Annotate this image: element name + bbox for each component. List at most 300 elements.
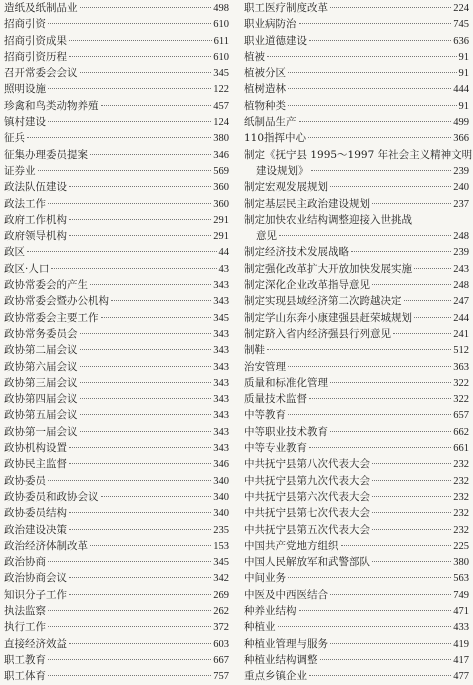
index-entry [4, 587, 229, 603]
index-term: 政治经济体制改革 [4, 539, 88, 552]
index-entry [244, 228, 469, 244]
index-entry [244, 587, 469, 603]
index-term: 制定实现县域经济第二次跨越决定 [244, 295, 402, 308]
index-entry [244, 114, 469, 130]
dot-leader [414, 317, 451, 318]
index-page-number: 343 [213, 296, 229, 308]
index-entry [4, 391, 229, 407]
index-term: 征兵 [4, 132, 25, 145]
index-term: 植物种类 [244, 99, 286, 112]
index-entry [4, 277, 229, 293]
index-page-number: 239 [453, 165, 469, 177]
index-term: 政区·人口 [4, 262, 50, 275]
dot-leader [38, 170, 212, 171]
index-entry [4, 16, 229, 32]
index-entry [4, 244, 229, 260]
index-term: 招商引资 [4, 18, 46, 31]
index-term: 政协第四届会议 [4, 393, 78, 406]
index-term: 职业病防治 [244, 18, 297, 31]
index-term: 制定跻入省内经济强县行列意见 [244, 327, 391, 340]
dot-leader [69, 219, 211, 220]
index-page-number: 232 [453, 459, 469, 471]
dot-leader [69, 643, 211, 644]
dot-leader [372, 512, 451, 513]
index-page-number: 91 [458, 100, 469, 112]
index-page-number: 662 [453, 426, 469, 438]
dot-leader [90, 284, 211, 285]
index-entry [244, 293, 469, 309]
index-page-number: 343 [213, 328, 229, 340]
dot-leader [80, 333, 212, 334]
index-term: 政协第五届会议 [4, 409, 78, 422]
index-page-number: 419 [453, 638, 469, 650]
dot-leader [288, 414, 451, 415]
dot-leader [48, 675, 211, 676]
index-entry [4, 603, 229, 619]
dot-leader [372, 203, 451, 204]
index-entry [4, 570, 229, 586]
index-entry [4, 652, 229, 668]
index-entry [4, 81, 229, 97]
index-entry [244, 375, 469, 391]
dot-leader [80, 431, 212, 432]
index-page-number: 124 [213, 117, 229, 129]
dot-leader [288, 72, 457, 73]
dot-leader [90, 545, 211, 546]
index-term: 制鞋 [244, 344, 265, 357]
index-entry [4, 163, 229, 179]
dot-leader [309, 40, 451, 41]
index-term: 中共抚宁县第七次代表大会 [244, 507, 370, 520]
index-entry [244, 147, 473, 163]
index-page-number: 322 [453, 394, 469, 406]
dot-leader [330, 431, 451, 432]
index-term: 政治协商 [4, 556, 46, 569]
dot-leader [372, 463, 451, 464]
index-page-number: 43 [218, 263, 229, 275]
index-entry [4, 49, 229, 65]
index-term: 纸制品生产 [244, 116, 297, 129]
index-page-number: 363 [453, 361, 469, 373]
index-term: 植被分区 [244, 67, 286, 80]
index-page-number: 225 [453, 540, 469, 552]
index-entry [244, 424, 469, 440]
dot-leader [48, 121, 211, 122]
index-page-number: 343 [213, 280, 229, 292]
index-page-number: 232 [453, 524, 469, 536]
index-entry [4, 196, 229, 212]
index-entry [244, 668, 469, 684]
index-page-number: 610 [213, 51, 229, 63]
index-term: 制定宏观发展规划 [244, 181, 328, 194]
index-term: 珍禽和鸟类动物养殖 [4, 99, 99, 112]
dot-leader [90, 154, 211, 155]
index-entry [244, 342, 469, 358]
index-term: 制定强化改革扩大开放加快发展实施 [244, 262, 412, 275]
index-entry [244, 98, 469, 114]
index-page-number: 512 [453, 345, 469, 357]
index-term: 种养业结构 [244, 604, 297, 617]
dot-leader [51, 268, 216, 269]
index-page-number: 661 [453, 443, 469, 455]
index-page-number: 91 [458, 51, 469, 63]
index-term: 质量和标准化管理 [244, 376, 328, 389]
index-entry [4, 65, 229, 81]
index-page-number: 657 [453, 410, 469, 422]
index-entry [4, 0, 229, 16]
index-entry [244, 636, 469, 652]
dot-leader [308, 137, 451, 138]
index-page-number: 569 [213, 165, 229, 177]
index-term: 中等职业技术教育 [244, 425, 328, 438]
dot-leader [80, 366, 212, 367]
index-page-number: 343 [213, 377, 229, 389]
dot-leader [351, 251, 451, 252]
index-page-number: 745 [453, 19, 469, 31]
index-term: 政协委员 [4, 474, 46, 487]
dot-leader [309, 447, 451, 448]
index-page-number: 237 [453, 198, 469, 210]
dot-leader [404, 300, 452, 301]
index-term: 造纸及纸制品业 [4, 2, 78, 14]
dot-leader [48, 610, 211, 611]
index-term: 中国人民解放军和武警部队 [244, 556, 370, 569]
index-page-number: 343 [213, 361, 229, 373]
dot-leader [278, 626, 452, 627]
dot-leader [111, 300, 211, 301]
index-page-number: 346 [213, 459, 229, 471]
index-term: 中等教育 [244, 409, 286, 422]
index-term: 照明设施 [4, 83, 46, 96]
index-entry [4, 424, 229, 440]
dot-leader [69, 512, 211, 513]
index-term: 中等专业教育 [244, 442, 307, 455]
index-column-right [244, 0, 473, 684]
dot-leader [372, 480, 451, 481]
index-page-number: 342 [213, 573, 229, 585]
dot-leader [69, 594, 211, 595]
dot-leader [101, 317, 212, 318]
index-entry [244, 359, 469, 375]
index-entry [4, 456, 229, 472]
index-entry [4, 228, 229, 244]
index-term: 职工体育 [4, 670, 46, 683]
index-page-number: 345 [213, 557, 229, 569]
index-term: 110指挥中心 [244, 132, 307, 145]
index-term: 职工医疗制度改革 [244, 2, 328, 14]
dot-leader [414, 268, 451, 269]
index-entry [244, 407, 469, 423]
index-entry [4, 179, 229, 195]
index-term: 政协民主监督 [4, 458, 67, 471]
dot-leader [288, 577, 451, 578]
index-term: 建设规划》 [256, 164, 309, 177]
index-term: 治安管理 [244, 360, 286, 373]
index-page-number: 262 [213, 605, 229, 617]
index-term: 种植业结构调整 [244, 653, 318, 666]
index-page-number: 499 [453, 117, 469, 129]
index-term: 招商引资历程 [4, 50, 67, 63]
index-term: 制定深化企业改革指导意见 [244, 279, 370, 292]
dot-leader [69, 235, 211, 236]
index-term: 证券业 [4, 164, 36, 177]
index-entry [244, 16, 469, 32]
dot-leader [101, 105, 212, 106]
index-page-number: 232 [453, 491, 469, 503]
dot-leader [299, 610, 452, 611]
dot-leader [309, 675, 451, 676]
index-term: 政区 [4, 246, 25, 259]
dot-leader [80, 398, 212, 399]
index-page-number: 610 [213, 19, 229, 31]
dot-leader [80, 349, 212, 350]
index-term: 政协委员和政协会议 [4, 490, 99, 503]
index-entry [4, 505, 229, 521]
index-term: 知识分子工作 [4, 588, 67, 601]
index-entry [4, 147, 229, 163]
index-term: 意见 [256, 230, 277, 243]
index-term: 政协常委会主要工作 [4, 311, 99, 324]
index-entry [4, 359, 229, 375]
dot-leader [320, 659, 452, 660]
index-term: 中间业务 [244, 572, 286, 585]
index-entry [4, 98, 229, 114]
index-term: 招商引资成果 [4, 34, 67, 47]
dot-leader [330, 382, 451, 383]
dot-leader [69, 40, 212, 41]
index-term: 政协委员结构 [4, 507, 67, 520]
index-page-number: 91 [458, 68, 469, 80]
index-page-number: 232 [453, 508, 469, 520]
index-page-number: 749 [453, 589, 469, 601]
index-entry [244, 652, 469, 668]
index-page-number: 343 [213, 345, 229, 357]
index-term: 政协第六届会议 [4, 360, 78, 373]
dot-leader [330, 643, 451, 644]
index-entry [4, 619, 229, 635]
index-entry [244, 244, 469, 260]
index-entry [4, 489, 229, 505]
index-entry [4, 310, 229, 326]
index-term: 中共抚宁县第五次代表大会 [244, 523, 370, 536]
index-entry [4, 33, 229, 49]
dot-leader [299, 121, 452, 122]
index-term: 植树造林 [244, 83, 286, 96]
index-page-number: 380 [213, 133, 229, 145]
index-page-number: 345 [213, 312, 229, 324]
index-page-number: 44 [218, 247, 229, 259]
index-page-number: 343 [213, 443, 229, 455]
dot-leader [48, 561, 211, 562]
index-page-number: 498 [213, 3, 229, 14]
index-term: 政协常委会暨办公机构 [4, 295, 109, 308]
index-term: 政协第二届会议 [4, 344, 78, 357]
index-term: 政府领导机构 [4, 230, 67, 243]
index-page-number: 346 [213, 149, 229, 161]
index-term: 质量技术监督 [244, 393, 307, 406]
index-entry [244, 81, 469, 97]
index-term: 召开常委会会议 [4, 67, 78, 80]
index-entry [244, 391, 469, 407]
index-page-number: 360 [213, 182, 229, 194]
index-entry [244, 505, 469, 521]
dot-leader [80, 7, 212, 8]
index-term: 中国共产党地方组织 [244, 539, 339, 552]
index-page-number: 291 [213, 214, 229, 226]
index-page-number: 322 [453, 377, 469, 389]
dot-leader [27, 251, 217, 252]
dot-leader [267, 349, 451, 350]
index-entry [4, 668, 229, 684]
index-page-number: 269 [213, 589, 229, 601]
index-page-number: 457 [213, 100, 229, 112]
index-page-number: 241 [453, 328, 469, 340]
dot-leader [267, 56, 457, 57]
dot-leader [69, 56, 211, 57]
index-entry [244, 619, 469, 635]
index-term: 中共抚宁县第九次代表大会 [244, 474, 370, 487]
index-page-number: 340 [213, 475, 229, 487]
dot-leader [330, 594, 451, 595]
index-page-number: 417 [453, 654, 469, 666]
dot-leader [288, 105, 457, 106]
index-page-number: 343 [213, 426, 229, 438]
index-entry [244, 277, 469, 293]
index-page-number: 340 [213, 491, 229, 503]
index-entry [244, 33, 469, 49]
index-entry [4, 375, 229, 391]
index-entry [4, 554, 229, 570]
index-entry [4, 293, 229, 309]
index-entry [244, 326, 469, 342]
index-entry [244, 163, 469, 179]
index-page-number: 248 [453, 280, 469, 292]
dot-leader [48, 480, 211, 481]
dot-leader [330, 7, 451, 8]
dot-leader [341, 545, 452, 546]
index-term: 中共抚宁县第六次代表大会 [244, 490, 370, 503]
index-entry [4, 342, 229, 358]
index-term: 执行工作 [4, 621, 46, 634]
index-entry [244, 310, 469, 326]
index-page-number: 243 [453, 263, 469, 275]
dot-leader [372, 529, 451, 530]
index-page-number: 444 [453, 84, 469, 96]
index-entry [244, 130, 469, 146]
index-page-number: 232 [453, 475, 469, 487]
index-page-number: 380 [453, 557, 469, 569]
index-entry [244, 456, 469, 472]
index-term: 中共抚宁县第八次代表大会 [244, 458, 370, 471]
index-page-number: 343 [213, 394, 229, 406]
dot-leader [330, 186, 451, 187]
index-entry [244, 554, 469, 570]
index-term: 镇村建设 [4, 116, 46, 129]
index-entry [4, 212, 229, 228]
index-page-number: 433 [453, 622, 469, 634]
index-page-number: 291 [213, 231, 229, 243]
dot-leader [309, 398, 451, 399]
index-term: 执法监察 [4, 604, 46, 617]
index-entry [4, 326, 229, 342]
index-term: 政协第三届会议 [4, 376, 78, 389]
index-page-number: 366 [453, 133, 469, 145]
index-page-number: 247 [453, 296, 469, 308]
dot-leader [48, 203, 211, 204]
index-page-number: 603 [213, 638, 229, 650]
index-entry [4, 538, 229, 554]
index-term: 制定经济技术发展战略 [244, 246, 349, 259]
index-page-number: 345 [213, 68, 229, 80]
index-term: 职工教育 [4, 653, 46, 666]
dot-leader [80, 414, 212, 415]
index-entry [244, 473, 469, 489]
index-page-number: 122 [213, 84, 229, 96]
index-term: 政治协商会议 [4, 572, 67, 585]
index-term: 政协常务委员会 [4, 327, 78, 340]
index-term: 政协第一届会议 [4, 425, 78, 438]
index-term: 种植业 [244, 621, 276, 634]
dot-leader [48, 88, 211, 89]
dot-leader [288, 366, 451, 367]
dot-leader [372, 561, 451, 562]
dot-leader [48, 23, 211, 24]
index-term: 直接经济效益 [4, 637, 67, 650]
dot-leader [393, 333, 451, 334]
index-page-number: 343 [213, 410, 229, 422]
index-page-number: 372 [213, 622, 229, 634]
index-entry [244, 440, 469, 456]
index-entry [4, 130, 229, 146]
index-term: 政法工作 [4, 197, 46, 210]
index-term: 政府工作机构 [4, 213, 67, 226]
index-page-number: 340 [213, 508, 229, 520]
index-entry [244, 212, 469, 228]
dot-leader [80, 72, 212, 73]
index-entry [244, 179, 469, 195]
index-term: 植被 [244, 50, 265, 63]
index-entry [244, 49, 469, 65]
dot-leader [101, 496, 212, 497]
dot-leader [48, 626, 211, 627]
index-page-number: 239 [453, 247, 469, 259]
dot-leader [299, 23, 452, 24]
index-page-number: 244 [453, 312, 469, 324]
index-term: 制定《抚宁县 1995～1997 年社会主义精神文明 [244, 148, 473, 161]
index-entry [4, 473, 229, 489]
dot-leader [27, 137, 211, 138]
dot-leader [279, 235, 451, 236]
index-entry [244, 65, 469, 81]
index-entry [244, 196, 469, 212]
index-entry [244, 538, 469, 554]
index-entry [244, 261, 469, 277]
index-page-number: 667 [213, 654, 229, 666]
index-term: 重点乡镇企业 [244, 670, 307, 683]
index-entry [244, 603, 469, 619]
index-entry [4, 407, 229, 423]
index-entry [4, 522, 229, 538]
dot-leader [48, 659, 211, 660]
index-page-number: 477 [453, 671, 469, 683]
index-term: 种植业管理与服务 [244, 637, 328, 650]
index-page-number: 360 [213, 198, 229, 210]
dot-leader [288, 88, 451, 89]
index-term: 制定加快农业结构调整迎接入世挑战 [244, 213, 412, 226]
index-page-number: 611 [213, 35, 229, 47]
dot-leader [69, 447, 211, 448]
index-page-number: 224 [453, 3, 469, 14]
